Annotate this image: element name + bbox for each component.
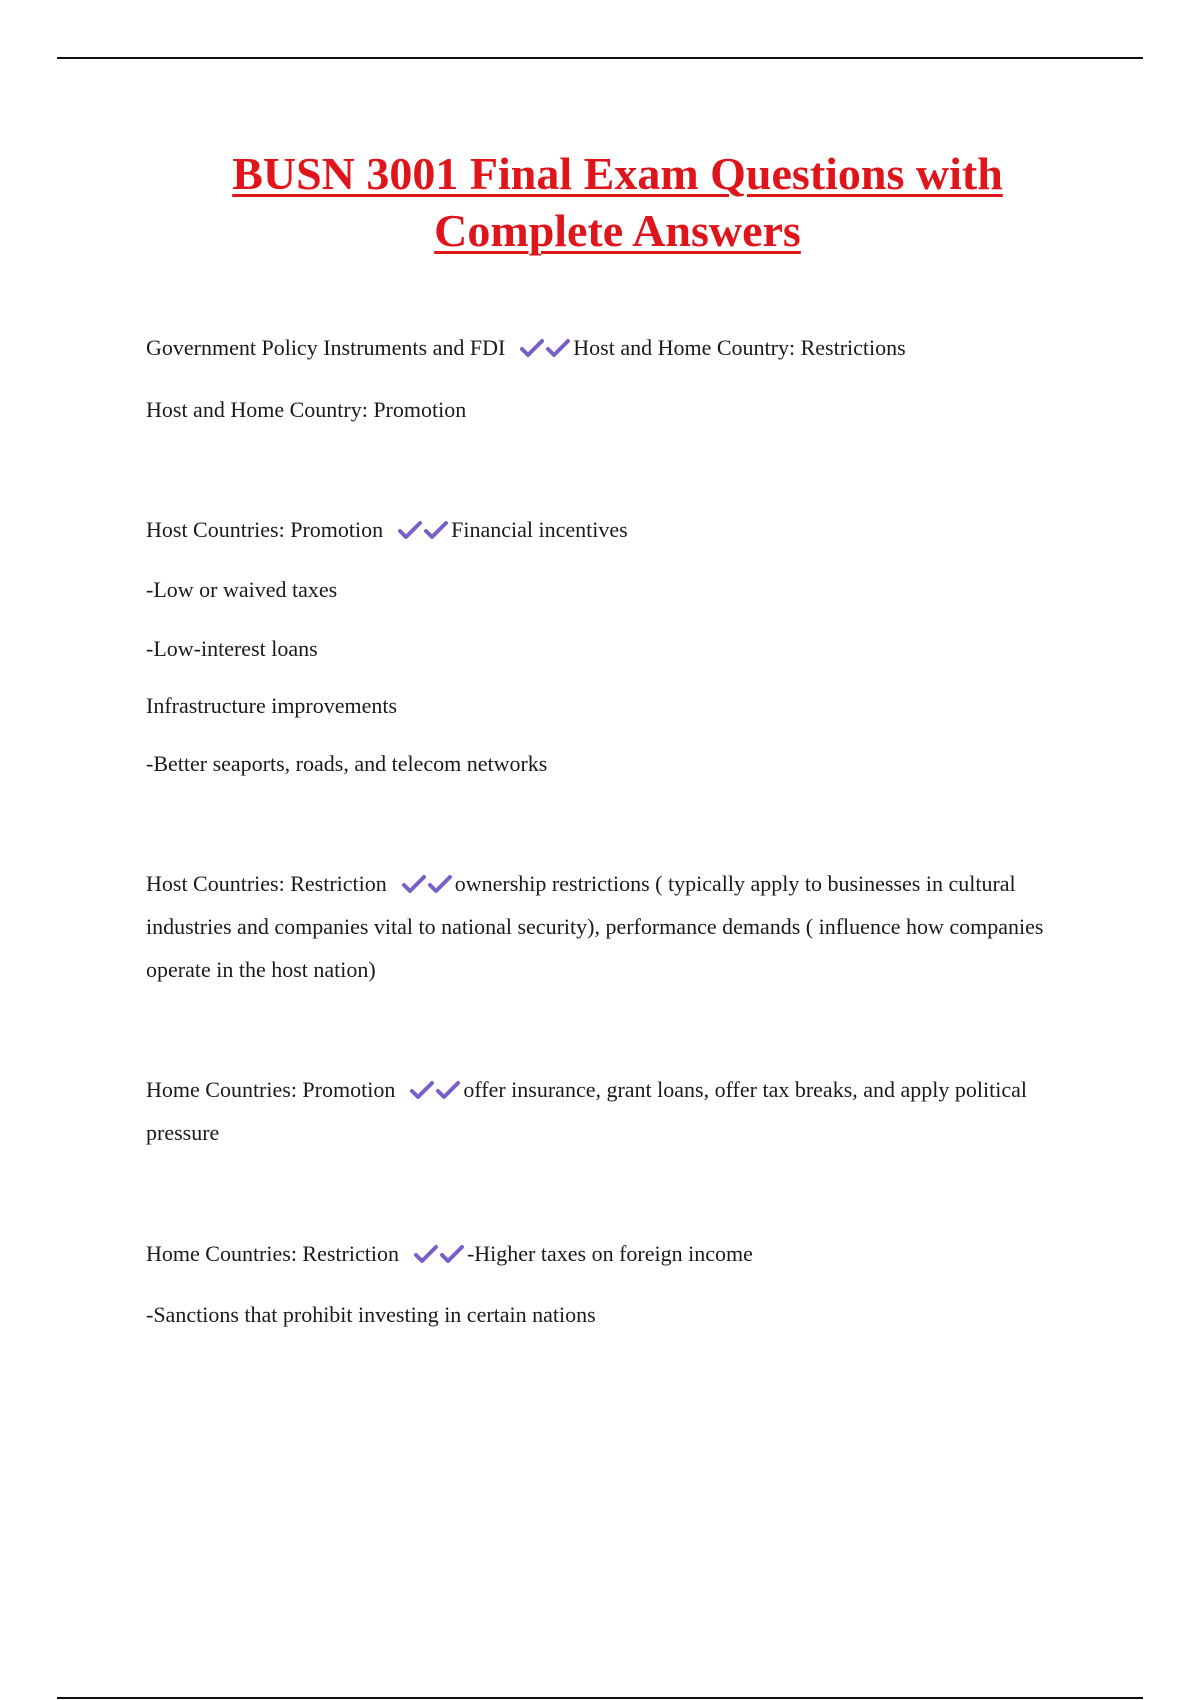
- double-check-icon: [519, 326, 571, 370]
- answer-line: -Low or waived taxes: [146, 577, 338, 602]
- double-check-icon: [397, 508, 449, 552]
- answer-text: -Higher taxes on foreign income: [466, 1241, 753, 1266]
- answer-text: ownership restrictions ( typically apply to businesses in cultural industries and companies vital to national security), performance demands ( influence how companies operate in the host nation): [146, 871, 1044, 982]
- double-check-icon: [413, 1232, 465, 1276]
- question-text: Government Policy Instruments and FDI: [146, 335, 506, 360]
- answer-line: Infrastructure improvements: [146, 693, 398, 718]
- qa-item-3: [146, 862, 1076, 991]
- title-line-1: BUSN 3001 Final Exam Questions with: [232, 148, 1003, 199]
- header-rule: [57, 57, 1143, 59]
- answer-text: offer insurance, grant loans, offer tax breaks, and apply political pressure: [146, 1077, 1027, 1145]
- question-text: Host Countries: Restriction: [146, 871, 387, 896]
- answer-text: Host and Home Country: Restrictions: [573, 335, 906, 360]
- answer-line: Host and Home Country: Promotion: [146, 397, 467, 422]
- answer-line: -Sanctions that prohibit investing in certain nations: [146, 1302, 596, 1327]
- title-line-2: Complete Answers: [434, 205, 801, 256]
- question-text: Home Countries: Restriction: [146, 1241, 399, 1266]
- double-check-icon: [409, 1068, 461, 1111]
- answer-line: -Low-interest loans: [146, 636, 318, 661]
- qa-item-1: [146, 326, 1076, 370]
- qa-item-4: [146, 1068, 1076, 1154]
- question-text: Host Countries: Promotion: [146, 517, 384, 542]
- qa-item-2: [146, 508, 1076, 552]
- page-title: [0, 145, 1200, 259]
- answer-line: -Better seaports, roads, and telecom networks: [146, 751, 548, 776]
- qa-item-5: [146, 1232, 1076, 1276]
- footer-rule: [57, 1697, 1143, 1699]
- question-text: Home Countries: Promotion: [146, 1077, 396, 1102]
- answer-text: Financial incentives: [451, 517, 628, 542]
- double-check-icon: [401, 862, 453, 905]
